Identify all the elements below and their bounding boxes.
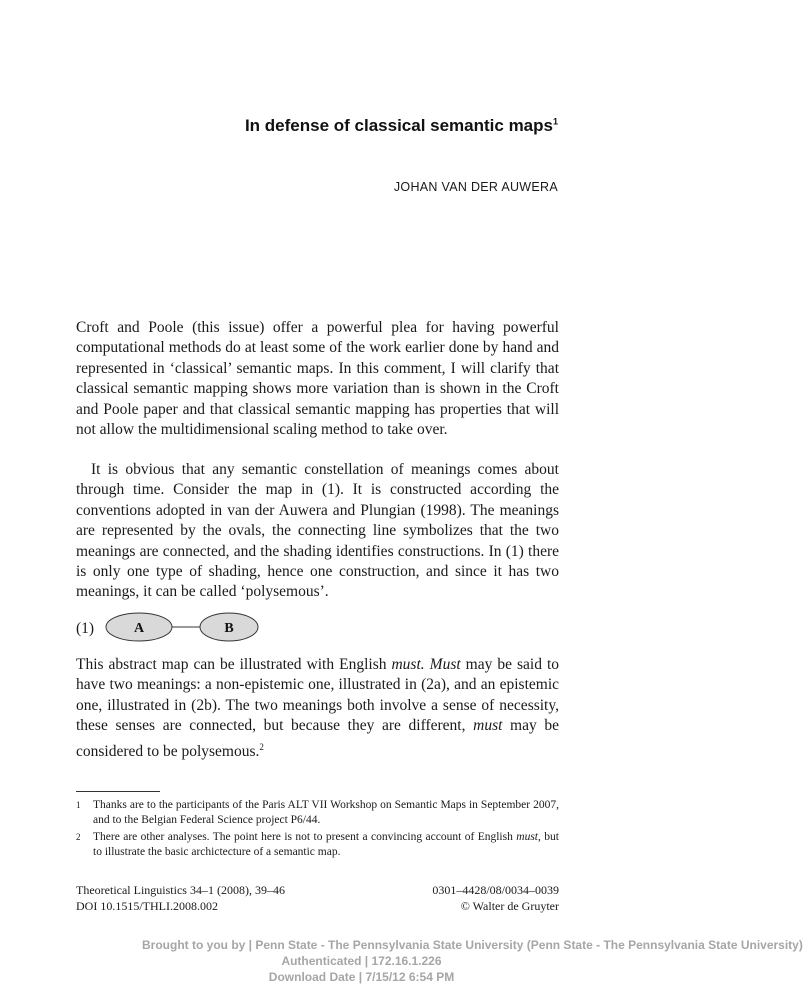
semantic-map-figure (103, 610, 263, 644)
paragraph-2: It is obvious that any semantic constellation of meanings comes about through time. Consider the map in (1). It is constructed according the conventions adopted in van der Auwera and Plungian (1998). The meanings are represented by the ovals, the connecting line symbolizes that the two meanings are connected, and the shading identifies constructions. In (1) there is only one type of shading, hence one construction, and since it has two meanings, it can be called ‘polysemous’. (76, 461, 559, 601)
footnote-1-text: Thanks are to the participants of the Paris ALT VII Workshop on Semantic Maps in September 2007, and to the Belgian Federal Science project P6/44. (93, 799, 559, 826)
paragraph-3 (76, 655, 559, 762)
footnote-2-text-a: There are other analyses. The point here is not to present a convincing account of English (93, 831, 517, 843)
example-label: (1) (76, 620, 95, 637)
footnote-2-must: must (516, 831, 538, 843)
footnote-2 (76, 830, 559, 860)
footer-right (360, 882, 559, 914)
node-b-label: B (224, 621, 234, 636)
footnote-1-number: 1 (76, 800, 81, 810)
footnote-2-text-b: , but to illustrate the basic archictecture of a semantic map. (93, 831, 559, 858)
footnote-2-number: 2 (76, 832, 81, 842)
p3-text-d: may be considered to be polysemous. (76, 717, 559, 760)
article-title-text: In defense of classical semantic maps (244, 116, 553, 135)
p3-footnote-marker[interactable]: 2 (259, 741, 264, 752)
issn: 0301–4428/08/0034–0039 (432, 883, 559, 897)
copyright: © Walter de Gruyter (460, 899, 559, 913)
author-name: JOHAN VAN DER AUWERA (393, 180, 558, 194)
download-stamp-line-3: Download Date | 7/15/12 6:54 PM (268, 970, 455, 984)
title-footnote-marker[interactable]: 1 (552, 116, 558, 127)
download-stamp-line-1: Brought to you by | Penn State - The Pennsylvania State University (Penn State - The Pennsylvania State University) (142, 938, 803, 952)
journal-citation: Theoretical Linguistics 34–1 (2008), 39–46 (76, 883, 285, 897)
footnote-2-text (93, 830, 559, 860)
p3-must-3: must (473, 717, 503, 735)
p3-must-1: must. (391, 656, 425, 673)
p3-text-c: may be said to have two meanings: a non-epistemic one, illustrated in (2a), and an epistemic one, illustrated in (2b). The two meanings both involve a sense of necessity, these senses are connected, but because they are different, (76, 656, 559, 735)
node-a-label: A (133, 621, 145, 636)
p3-must-2: Must (429, 656, 461, 673)
article-title (0, 116, 558, 136)
download-stamp-line-2: Authenticated | 172.16.1.226 (281, 954, 442, 968)
footnote-1 (76, 798, 559, 828)
doi: DOI 10.1515/THLI.2008.002 (76, 899, 218, 913)
paragraph-1: Croft and Poole (this issue) offer a powerful plea for having powerful computational methods do at least some of the work earlier done by hand and represented in ‘classical’ semantic maps. In this comment, I will clarify that classical semantic mapping shows more variation than is shown in the Croft and Poole paper and that classical semantic mapping has properties that will not allow the multidimensional scaling method to take over. (76, 319, 559, 439)
footer-left (76, 882, 285, 914)
footnote-divider (76, 791, 160, 792)
p3-text-a: This abstract map can be illustrated with English (76, 656, 392, 673)
